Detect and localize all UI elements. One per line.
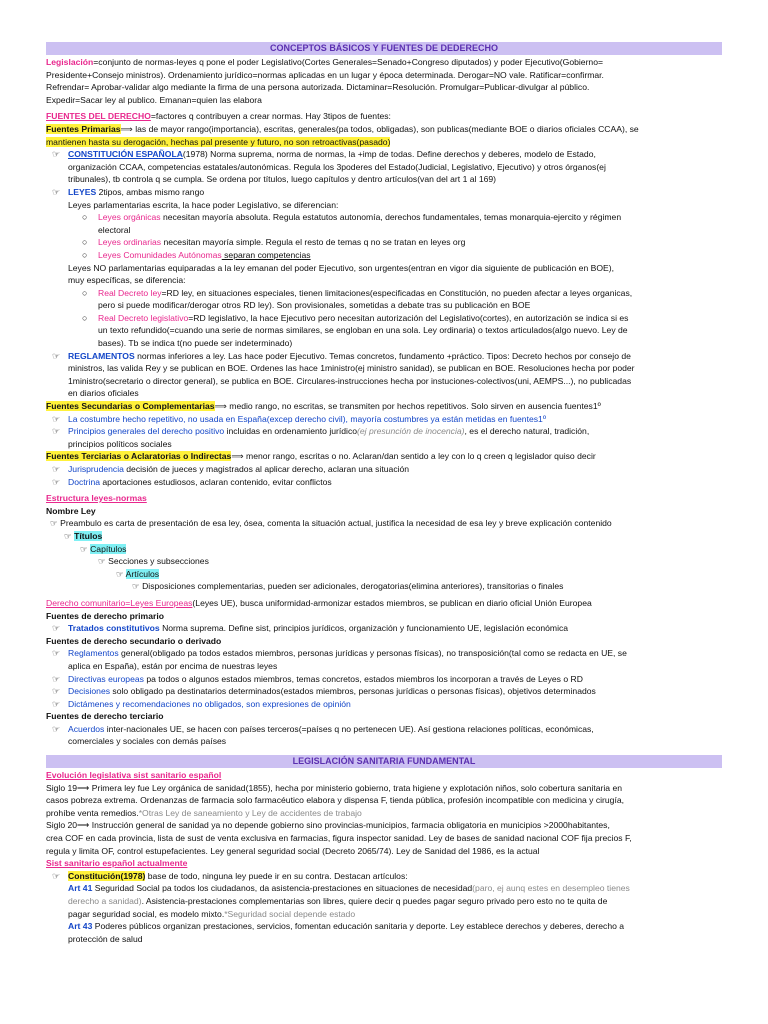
pointing-hand-icon: ☞ xyxy=(52,723,61,734)
derecho-comunitario-title: Derecho comunitario=Leyes Europeas(Leyes UE), busca uniformidad-armonizar estados miembros, se publican en diario oficial Unión Europea xyxy=(46,597,592,608)
intro-line-2: Presidente+Consejo ministros). Ordenamiento jurídico=normas aplicadas en un lugar y época determinada. Derogar=NO vale. Ratificar=confirmar. xyxy=(46,69,604,80)
list-item-directivas: ☞ Directivas europeas pa todos o algunos estados miembros, temas concretos, estados miembros los incorporan a través de Leyes o RD xyxy=(52,673,583,684)
pointing-hand-icon: ☞ xyxy=(52,149,61,160)
pointing-hand-icon: ☞ xyxy=(50,518,61,529)
list-item-jurisprudencia: ☞ Jurisprudencia decisión de jueces y magistrados al aplicar derecho, aclaran una situación xyxy=(52,464,410,474)
pointing-hand-icon: ☞ xyxy=(52,623,61,634)
siglo-19-line-1: Siglo 19⟶ Primera ley fue Ley orgánica de sanidad(1855), hecha por ministerio gobierno, trata higiene y explotación niños, solo cobertura sanitaria en xyxy=(46,782,623,793)
siglo-20-line-3: regula y limita OF, control estupefacientes. Ley general seguridad social (Decreto 2065/74). Ley de Sanidad del 1986, es la actual xyxy=(46,845,540,856)
list-item-dictamenes: ☞ Dictámenes y recomendaciones no obligados, son expresiones de opinión xyxy=(52,698,351,709)
intro-line-4: Expedir=Sacar ley al publico. Emanan=quien las elabora xyxy=(46,94,262,105)
pointing-hand-icon: ☞ xyxy=(52,686,61,697)
estructura-title: Estructura leyes-normas xyxy=(46,493,147,504)
list-item-constitucion-1978: ☞ Constitución(1978) base de todo, ninguna ley puede ir en su contra. Destacan artículos: Art 41 Seguridad Social pa todos los ciudadanos, da asistencia-prestaciones en situaciones de necesidad(paro, ej aunq estes en desempleo tienes derecho a sanidad). Asistencia-prestaciones complementarias son libres, quiere decir q puedes pagar seguro privado pero esto no te quita de pagar seguridad social, es modelo mixto.*Seguridad social depende estado Art 43 Poderes públicos organizan prestaciones, servicios, fomentan educación sanitaria y deporte. Ley establece derechos y deberes, derecho a protección de salud xyxy=(52,870,630,944)
siglo-20-line-2: crea COF en cada provincia, lista de sust de venta exclusiva en farmacias, figura inspector sanidad. Ley de bases de sanidad nacional COF fija precios F, xyxy=(46,833,632,844)
articulos-line: ☞ Artículos xyxy=(116,568,160,579)
pointing-hand-icon: ☞ xyxy=(52,426,61,437)
intro-line-3: Refrendar= Aprobar-validar algo mediante la firma de una persona autorizada. Dictaminar=Resolución. Promulgar=Publicar-divulgar al público. xyxy=(46,82,590,93)
fuentes-derecho-primario: Fuentes de derecho primario xyxy=(46,610,164,621)
preambulo-line: ☞ Preambulo es carta de presentación de esa ley, ósea, comenta la situación actual, justifica la necesidad de esa ley y breve explicación contenido xyxy=(50,518,612,529)
list-item-reglamentos: ☞ REGLAMENTOS normas inferiores a ley. Las hace poder Ejecutivo. Temas concretos, fundamento +práctico. Tipos: Decreto hechos por consejo de ministros, las valida Rey y se publican en BOE. Ordenes las hace 1ministro(ej ministro sanidad), se publican en BOE. Resoluciones hecha por poder 1ministro(secretario o director general), se publica en BOE. Circulares-instrucciones hecha por instuciones-colectivos(uni, AEMPS...), no publicadas en diarios oficiales xyxy=(52,350,635,399)
bullet-icon: ○ xyxy=(82,237,88,248)
list-item-real-decreto-legislativo: ○ Real Decreto legislativo=RD legislativo, la hace Ejecutivo pero necesitan autorización del Legislativo(cortes), en autorización se indica si es un texto refundido(=cuando una serie de normas similares, se engloban en una sola. Ley ordinaria) o textos articulados(algo nuevo. Ley de bases). Tb se indica t(no puede ser indeterminado) xyxy=(82,312,629,349)
fuentes-title: FUENTES DEL DERECHO=factores q contribuyen a crear normas. Hay 3tipos de fuentes: xyxy=(46,111,391,122)
fuentes-primarias-line-1: Fuentes Primarias⟹ las de mayor rango(importancia), escritas, generales(pa todos, obligadas), son publicas(mediante BOE o diarios oficiales CCAA), se xyxy=(46,123,639,134)
fuentes-secundarias: Fuentes Secundarias o Complementarias⟹ medio rango, no escritas, se transmiten por hechos repetitivos. Solo sirven en ausencia fuentes1º xyxy=(46,401,601,412)
list-item-leyes: ☞ LEYES 2tipos, ambas mismo rango Leyes parlamentarias escrita, la hace poder Legislativo, se diferencian: xyxy=(52,186,339,210)
pointing-hand-icon: ☞ xyxy=(98,556,109,567)
fuentes-terciarias: Fuentes Terciarias o Aclaratorias o Indirectas⟹ menor rango, escritas o no. Aclaran/dan sentido a ley con lo q creen q legislador quiso decir xyxy=(46,451,596,462)
list-item-doctrina: ☞ Doctrina aportaciones estudiosos, aclaran contenido, evitar conflictos xyxy=(52,476,332,487)
siglo-19-line-3: prohíbe venta remedios.*Otras Ley de saneamiento y Ley de accidentes de trabajo xyxy=(46,807,362,818)
list-item-principios-generales: ☞ Principios generales del derecho positivo incluidas en ordenamiento jurídico(ej presunción de inocencia), es el derecho natural, tradición, principios políticos sociales xyxy=(52,426,590,449)
pointing-hand-icon: ☞ xyxy=(52,698,61,709)
bullet-icon: ○ xyxy=(82,287,88,298)
list-item-tratados: ☞ Tratados constitutivos Norma suprema. Define sist, principios jurídicos, organización y funcionamiento UE, legislación económica xyxy=(52,623,569,634)
pointing-hand-icon: ☞ xyxy=(52,186,61,197)
fuentes-primarias-line-2: mantienen hasta su derogación, hechas pal presente y futuro, no son retroactivas(pasado) xyxy=(46,136,391,147)
pointing-hand-icon: ☞ xyxy=(116,568,126,579)
list-item-costumbre: ☞ La costumbre hecho repetitivo, no usada en España(excep derecho civil), mayoría costumbres ya están metidas en fuentes1º xyxy=(52,413,546,424)
pointing-hand-icon: ☞ xyxy=(52,476,61,487)
pointing-hand-icon: ☞ xyxy=(52,870,61,881)
list-item-reglamentos-ue: ☞ Reglamentos general(obligado pa todos estados miembros, personas jurídicas y personas físicas), no transposición(tal como se redacta en UE, se aplica en España), están por encima de nuestras leyes xyxy=(52,648,627,671)
list-item-acuerdos: ☞ Acuerdos inter-nacionales UE, se hacen con países terceros(=países q no pertenecen UE). Así gestiona relaciones políticas, económicas, comerciales y sociales con demás países xyxy=(52,723,594,747)
pointing-hand-icon: ☞ xyxy=(80,543,91,554)
pointing-hand-icon: ☞ xyxy=(64,530,75,541)
bullet-icon: ○ xyxy=(82,312,88,323)
pointing-hand-icon: ☞ xyxy=(52,413,61,424)
list-item-leyes-ccaa: ○ Leyes Comunidades Autónomas separan competencias xyxy=(82,249,311,260)
intro-line-1: Legislación=conjunto de normas-leyes q pone el poder Legislativo(Cortes Generales=Senado+Congreso diputados) y poder Ejecutivo(Gobierno= xyxy=(46,57,604,67)
actual-title: Sist sanitario español actualmente xyxy=(46,858,188,869)
disposiciones-line: ☞ Disposiciones complementarias, pueden ser adicionales, derogatorias(elimina anteriores), transitorias o finales xyxy=(132,581,564,592)
bullet-icon: ○ xyxy=(82,212,88,223)
list-item-leyes-organicas: ○ Leyes orgánicas necesitan mayoría absoluta. Regula estatutos autonomía, derechos fundamentales, temas monarquia-ejercito y régimen electoral xyxy=(82,212,622,235)
leyes-no-parlamentarias: Leyes NO parlamentarias equiparadas a la ley emanan del poder Ejecutivo, son urgentes(entran en vigor dia siguiente de publicación en BOE), muy específicas, se diferencia: xyxy=(68,262,615,286)
fuentes-derecho-terciario: Fuentes de derecho terciario xyxy=(46,711,164,722)
nombre-ley: Nombre Ley xyxy=(46,505,96,516)
list-item-constitucion: ☞ CONSTITUCIÓN ESPAÑOLA(1978) Norma suprema, norma de normas, la +imp de todas. Define derechos y deberes, modelo de Estado, organización CCAA, competencias estatales/autonómicas. Regula los 3poderes del Estado(Judicial, Legislativo, Ejecutivo) y otros órganos(ej tribunales), tb controla q se cumpla. Se ordena por títulos, luego capítulos y dentro artículos(van del art 1 al 169) xyxy=(52,149,606,185)
list-item-leyes-ordinarias: ○ Leyes ordinarias necesitan mayoría simple. Regula el resto de temas q no se tratan en leyes org xyxy=(82,237,466,248)
evolucion-title: Evolución legislativa sist sanitario español xyxy=(46,770,222,781)
section-banner-legislacion-sanitaria: LEGISLACIÓN SANITARIA FUNDAMENTAL xyxy=(46,755,722,768)
siglo-19-line-2: casos pobreza extrema. Ordenanzas de farmacia solo farmacéutico elabora y dispensa F, tienda pública, profesión incompatible con medicina y cirugía, xyxy=(46,795,625,806)
titulos-line: ☞ Títulos xyxy=(64,530,103,541)
pointing-hand-icon: ☞ xyxy=(52,673,61,684)
pointing-hand-icon: ☞ xyxy=(52,648,61,659)
siglo-20-line-1: Siglo 20⟶ Instrucción general de sanidad ya no depende gobierno sino provincias-municipios, farmacia obligatoria en municipios >2000habitantes, xyxy=(46,820,610,831)
document-page xyxy=(46,42,722,945)
fuentes-derecho-secundario: Fuentes de derecho secundario o derivado xyxy=(46,635,222,646)
pointing-hand-icon: ☞ xyxy=(132,581,143,592)
list-item-real-decreto-ley: ○ Real Decreto ley=RD ley, en situaciones especiales, tienen limitaciones(especificadas en Constitución, no pueden afectar a leyes organicas, pero si puede modificar/derogar otros RD ley). Son provisionales, sometidas a debate tras su publicación en BOE xyxy=(82,287,633,311)
section-banner-conceptos: CONCEPTOS BÁSICOS Y FUENTES DE DEDERECHO xyxy=(46,42,722,55)
bullet-icon: ○ xyxy=(82,249,88,260)
list-item-decisiones: ☞ Decisiones solo obligado pa destinatarios determinados(estados miembros, personas jurídicas o personas físicas), objetivos determinados xyxy=(52,686,596,697)
pointing-hand-icon: ☞ xyxy=(52,350,61,361)
secciones-line: ☞ Secciones y subsecciones xyxy=(98,556,209,567)
pointing-hand-icon: ☞ xyxy=(52,464,61,474)
capitulos-line: ☞ Capítulos xyxy=(80,543,127,554)
